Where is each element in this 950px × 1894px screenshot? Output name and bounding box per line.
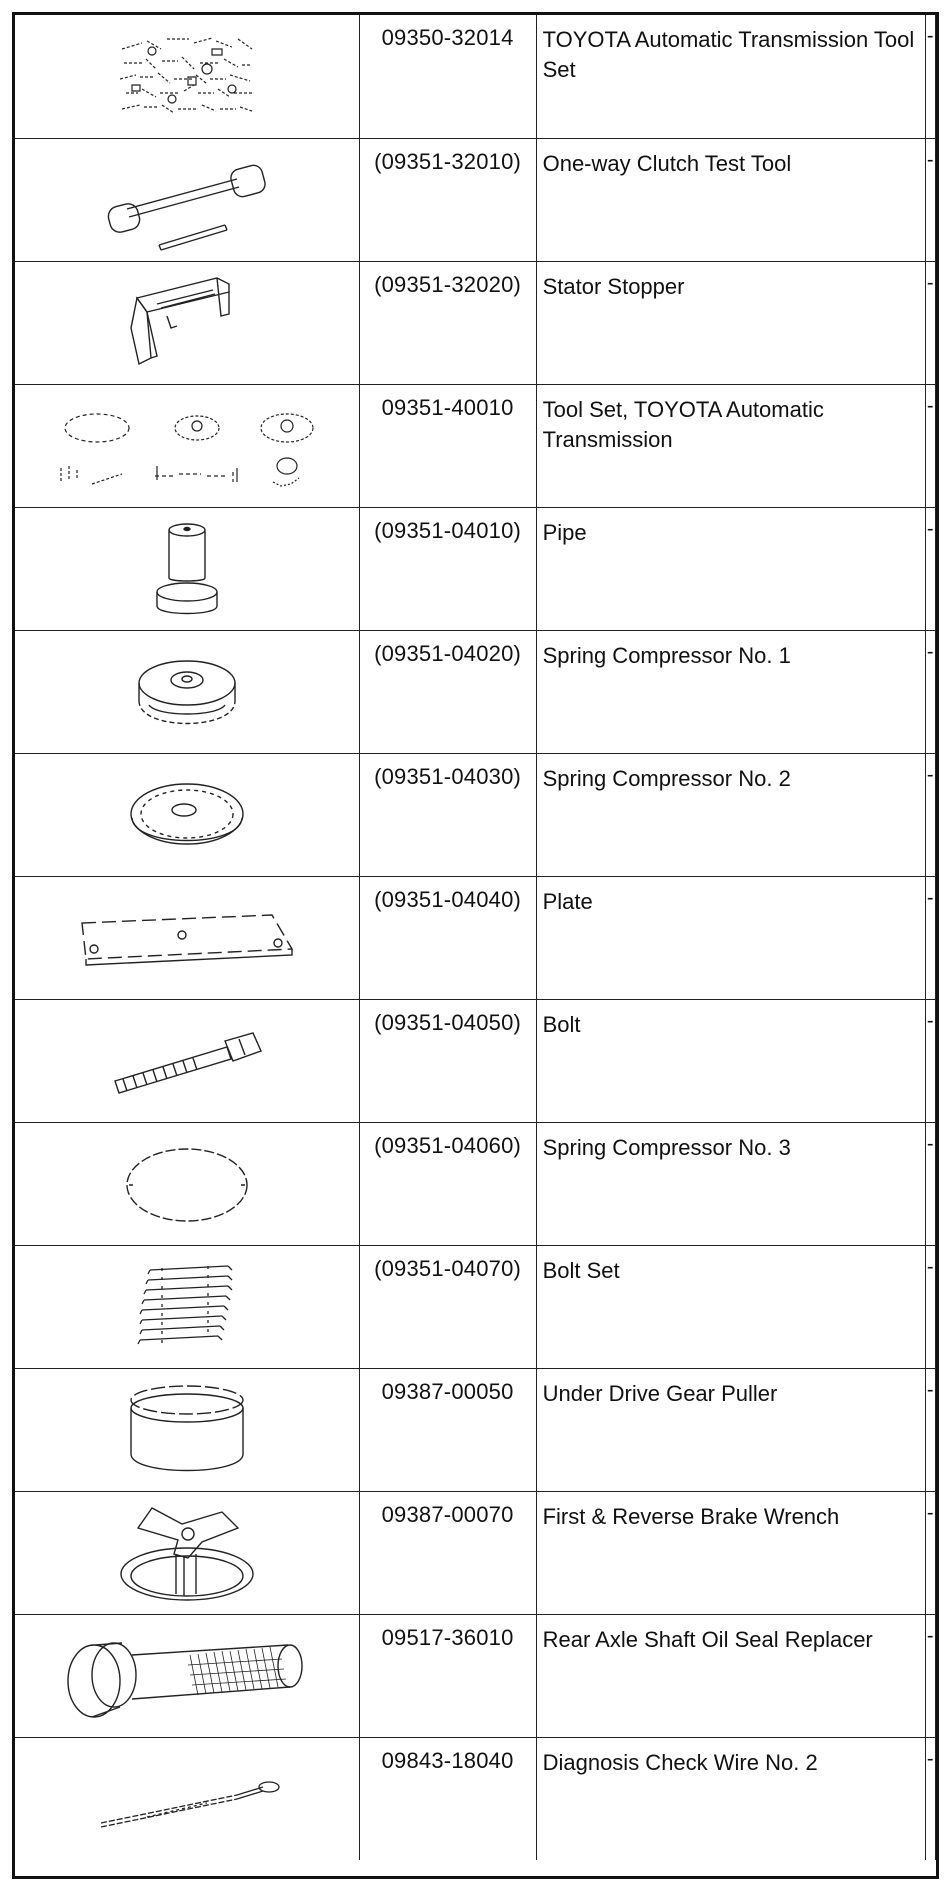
bolt-set-icon (132, 1262, 242, 1352)
tool-note: - (925, 15, 935, 138)
tool-name: First & Reverse Brake Wrench (536, 1491, 925, 1614)
tool-note: - (925, 1614, 935, 1737)
tool-illustration-cell (15, 15, 359, 138)
part-number: (09351-04060) (359, 1122, 536, 1245)
tool-note: - (925, 1737, 935, 1860)
part-number: (09351-04070) (359, 1245, 536, 1368)
gear-puller-icon (122, 1380, 252, 1480)
clutch-test-tool-icon (97, 147, 277, 252)
table-row (15, 876, 936, 999)
tool-illustration-cell (15, 630, 359, 753)
tool-name: One-way Clutch Test Tool (536, 138, 925, 261)
table-row (15, 138, 936, 261)
tool-illustration-cell (15, 1737, 359, 1860)
tool-note: - (925, 1245, 935, 1368)
tool-illustration-cell (15, 1245, 359, 1368)
part-number: (09351-04050) (359, 999, 536, 1122)
part-number: (09351-04010) (359, 507, 536, 630)
part-number: (09351-32020) (359, 261, 536, 384)
part-number: (09351-04040) (359, 876, 536, 999)
spring-compressor-1-icon (127, 647, 247, 737)
table-row (15, 1368, 936, 1491)
tool-name: Rear Axle Shaft Oil Seal Replacer (536, 1614, 925, 1737)
table-row (15, 15, 936, 138)
tool-name: Spring Compressor No. 2 (536, 753, 925, 876)
tool-illustration-cell (15, 876, 359, 999)
tool-illustration-cell (15, 138, 359, 261)
tool-illustration-cell (15, 1122, 359, 1245)
table-row (15, 1245, 936, 1368)
table-row (15, 1614, 936, 1737)
tool-illustration-cell (15, 1368, 359, 1491)
tool-name: TOYOTA Automatic Transmission Tool Set (536, 15, 925, 138)
table-row (15, 1122, 936, 1245)
tool-illustration-cell (15, 384, 359, 507)
table-row (15, 507, 936, 630)
tool-illustration-cell (15, 507, 359, 630)
part-number: 09350-32014 (359, 15, 536, 138)
tool-note: - (925, 261, 935, 384)
tool-name: Under Drive Gear Puller (536, 1368, 925, 1491)
table-row (15, 384, 936, 507)
spring-compressor-3-icon (117, 1139, 257, 1229)
tool-name: Pipe (536, 507, 925, 630)
table-row (15, 999, 936, 1122)
tool-set-parts-icon (47, 396, 327, 496)
part-number: 09351-40010 (359, 384, 536, 507)
table-row (15, 630, 936, 753)
tool-illustration-cell (15, 1491, 359, 1614)
tool-note: - (925, 1122, 935, 1245)
bolt-icon (107, 1021, 267, 1101)
tool-illustration-cell (15, 1614, 359, 1737)
tool-note: - (925, 630, 935, 753)
part-number: 09387-00070 (359, 1491, 536, 1614)
tool-note: - (925, 138, 935, 261)
brake-wrench-icon (112, 1498, 262, 1608)
tool-name: Spring Compressor No. 1 (536, 630, 925, 753)
tool-note: - (925, 384, 935, 507)
tool-note: - (925, 1491, 935, 1614)
table-row (15, 261, 936, 384)
plate-icon (72, 903, 302, 973)
tool-illustration-cell (15, 753, 359, 876)
spring-compressor-2-icon (122, 770, 252, 860)
special-tools-table (15, 15, 936, 1860)
tool-note: - (925, 753, 935, 876)
tool-note: - (925, 999, 935, 1122)
tool-note: - (925, 1368, 935, 1491)
tool-illustration-cell (15, 999, 359, 1122)
pipe-icon (147, 516, 227, 621)
stator-stopper-icon (117, 268, 257, 378)
tool-set-assortment-icon (112, 29, 262, 124)
table-row (15, 1737, 936, 1860)
table-row (15, 1491, 936, 1614)
part-number: 09517-36010 (359, 1614, 536, 1737)
tool-note: - (925, 507, 935, 630)
part-number: (09351-04020) (359, 630, 536, 753)
tool-illustration-cell (15, 261, 359, 384)
tool-name: Spring Compressor No. 3 (536, 1122, 925, 1245)
tool-name: Bolt Set (536, 1245, 925, 1368)
tool-table-frame (12, 12, 939, 1879)
part-number: (09351-32010) (359, 138, 536, 261)
tool-name: Diagnosis Check Wire No. 2 (536, 1737, 925, 1860)
table-row (15, 753, 936, 876)
part-number: 09387-00050 (359, 1368, 536, 1491)
tool-name: Stator Stopper (536, 261, 925, 384)
tool-name: Tool Set, TOYOTA Automatic Transmission (536, 384, 925, 507)
check-wire-icon (87, 1759, 287, 1839)
tool-note: - (925, 876, 935, 999)
tool-name: Bolt (536, 999, 925, 1122)
tool-name: Plate (536, 876, 925, 999)
part-number: 09843-18040 (359, 1737, 536, 1860)
part-number: (09351-04030) (359, 753, 536, 876)
oil-seal-replacer-icon (62, 1621, 312, 1731)
